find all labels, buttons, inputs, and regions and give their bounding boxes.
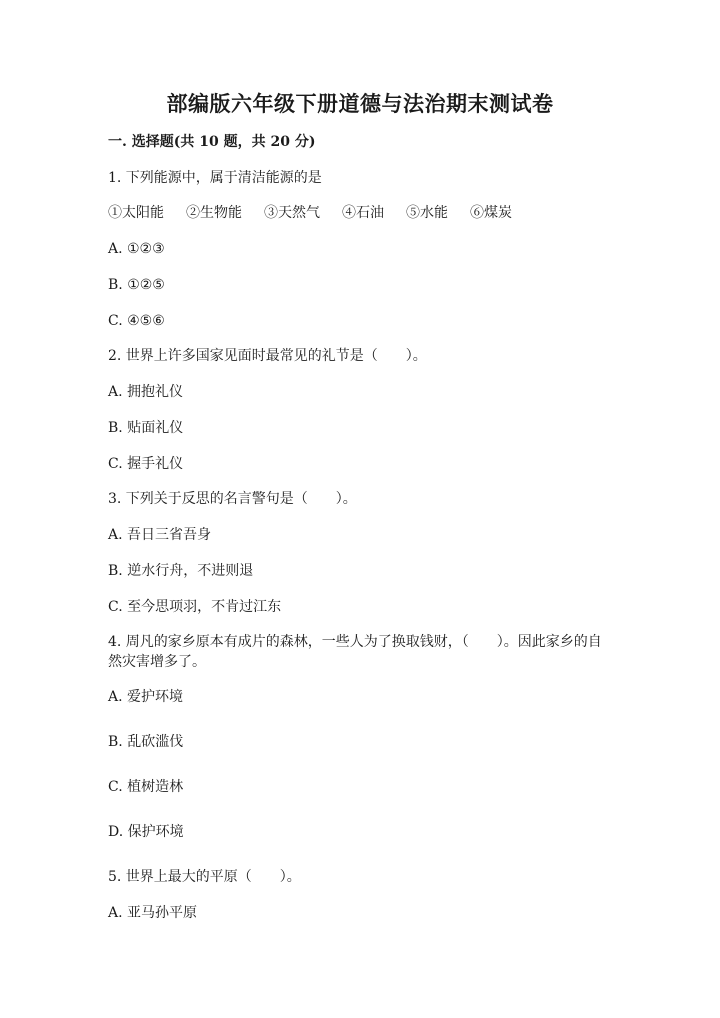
question-5-stem: 5. 世界上最大的平原（ ）。 <box>108 869 301 885</box>
question-1-item: ④石油 <box>342 205 384 221</box>
question-1-option-a: A. ①②③ <box>108 241 165 257</box>
question-3-option-a: A. 吾日三省吾身 <box>108 527 212 543</box>
question-1-item: ⑤水能 <box>406 205 448 221</box>
question-4-stem: 4. 周凡的家乡原本有成片的森林，一些人为了换取钱财，（ ）。因此家乡的自然灾害增多了。 <box>108 634 602 670</box>
question-1-stem: 1. 下列能源中，属于清洁能源的是 <box>108 170 322 186</box>
page-title: 部编版六年级下册道德与法治期末测试卷 <box>166 91 554 116</box>
question-1-item: ③天然气 <box>264 205 320 221</box>
question-3-stem: 3. 下列关于反思的名言警句是（ ）。 <box>108 491 357 507</box>
question-3-option-b: B. 逆水行舟，不进则退 <box>108 563 254 579</box>
section-heading: 一. 选择题(共 10 题，共 20 分) <box>108 134 316 150</box>
question-1-items <box>108 203 534 223</box>
question-1-item: ②生物能 <box>186 205 242 221</box>
question-3-option-c: C. 至今思项羽，不肯过江东 <box>108 599 282 615</box>
question-4-option-a: A. 爱护环境 <box>108 689 184 705</box>
question-2-stem: 2. 世界上许多国家见面时最常见的礼节是（ ）。 <box>108 348 427 364</box>
question-2-option-b: B. 贴面礼仪 <box>108 420 184 436</box>
question-5-option-a: A. 亚马孙平原 <box>108 905 198 921</box>
question-2-option-c: C. 握手礼仪 <box>108 456 184 472</box>
question-1-option-c: C. ④⑤⑥ <box>108 313 165 329</box>
question-2-option-a: A. 拥抱礼仪 <box>108 384 184 400</box>
question-1-item: ⑥煤炭 <box>470 205 512 221</box>
question-4-option-d: D. 保护环境 <box>108 824 184 840</box>
question-1-option-b: B. ①②⑤ <box>108 277 165 293</box>
question-4-option-c: C. 植树造林 <box>108 779 184 795</box>
question-4-option-b: B. 乱砍滥伐 <box>108 734 184 750</box>
question-1-item: ①太阳能 <box>108 205 164 221</box>
